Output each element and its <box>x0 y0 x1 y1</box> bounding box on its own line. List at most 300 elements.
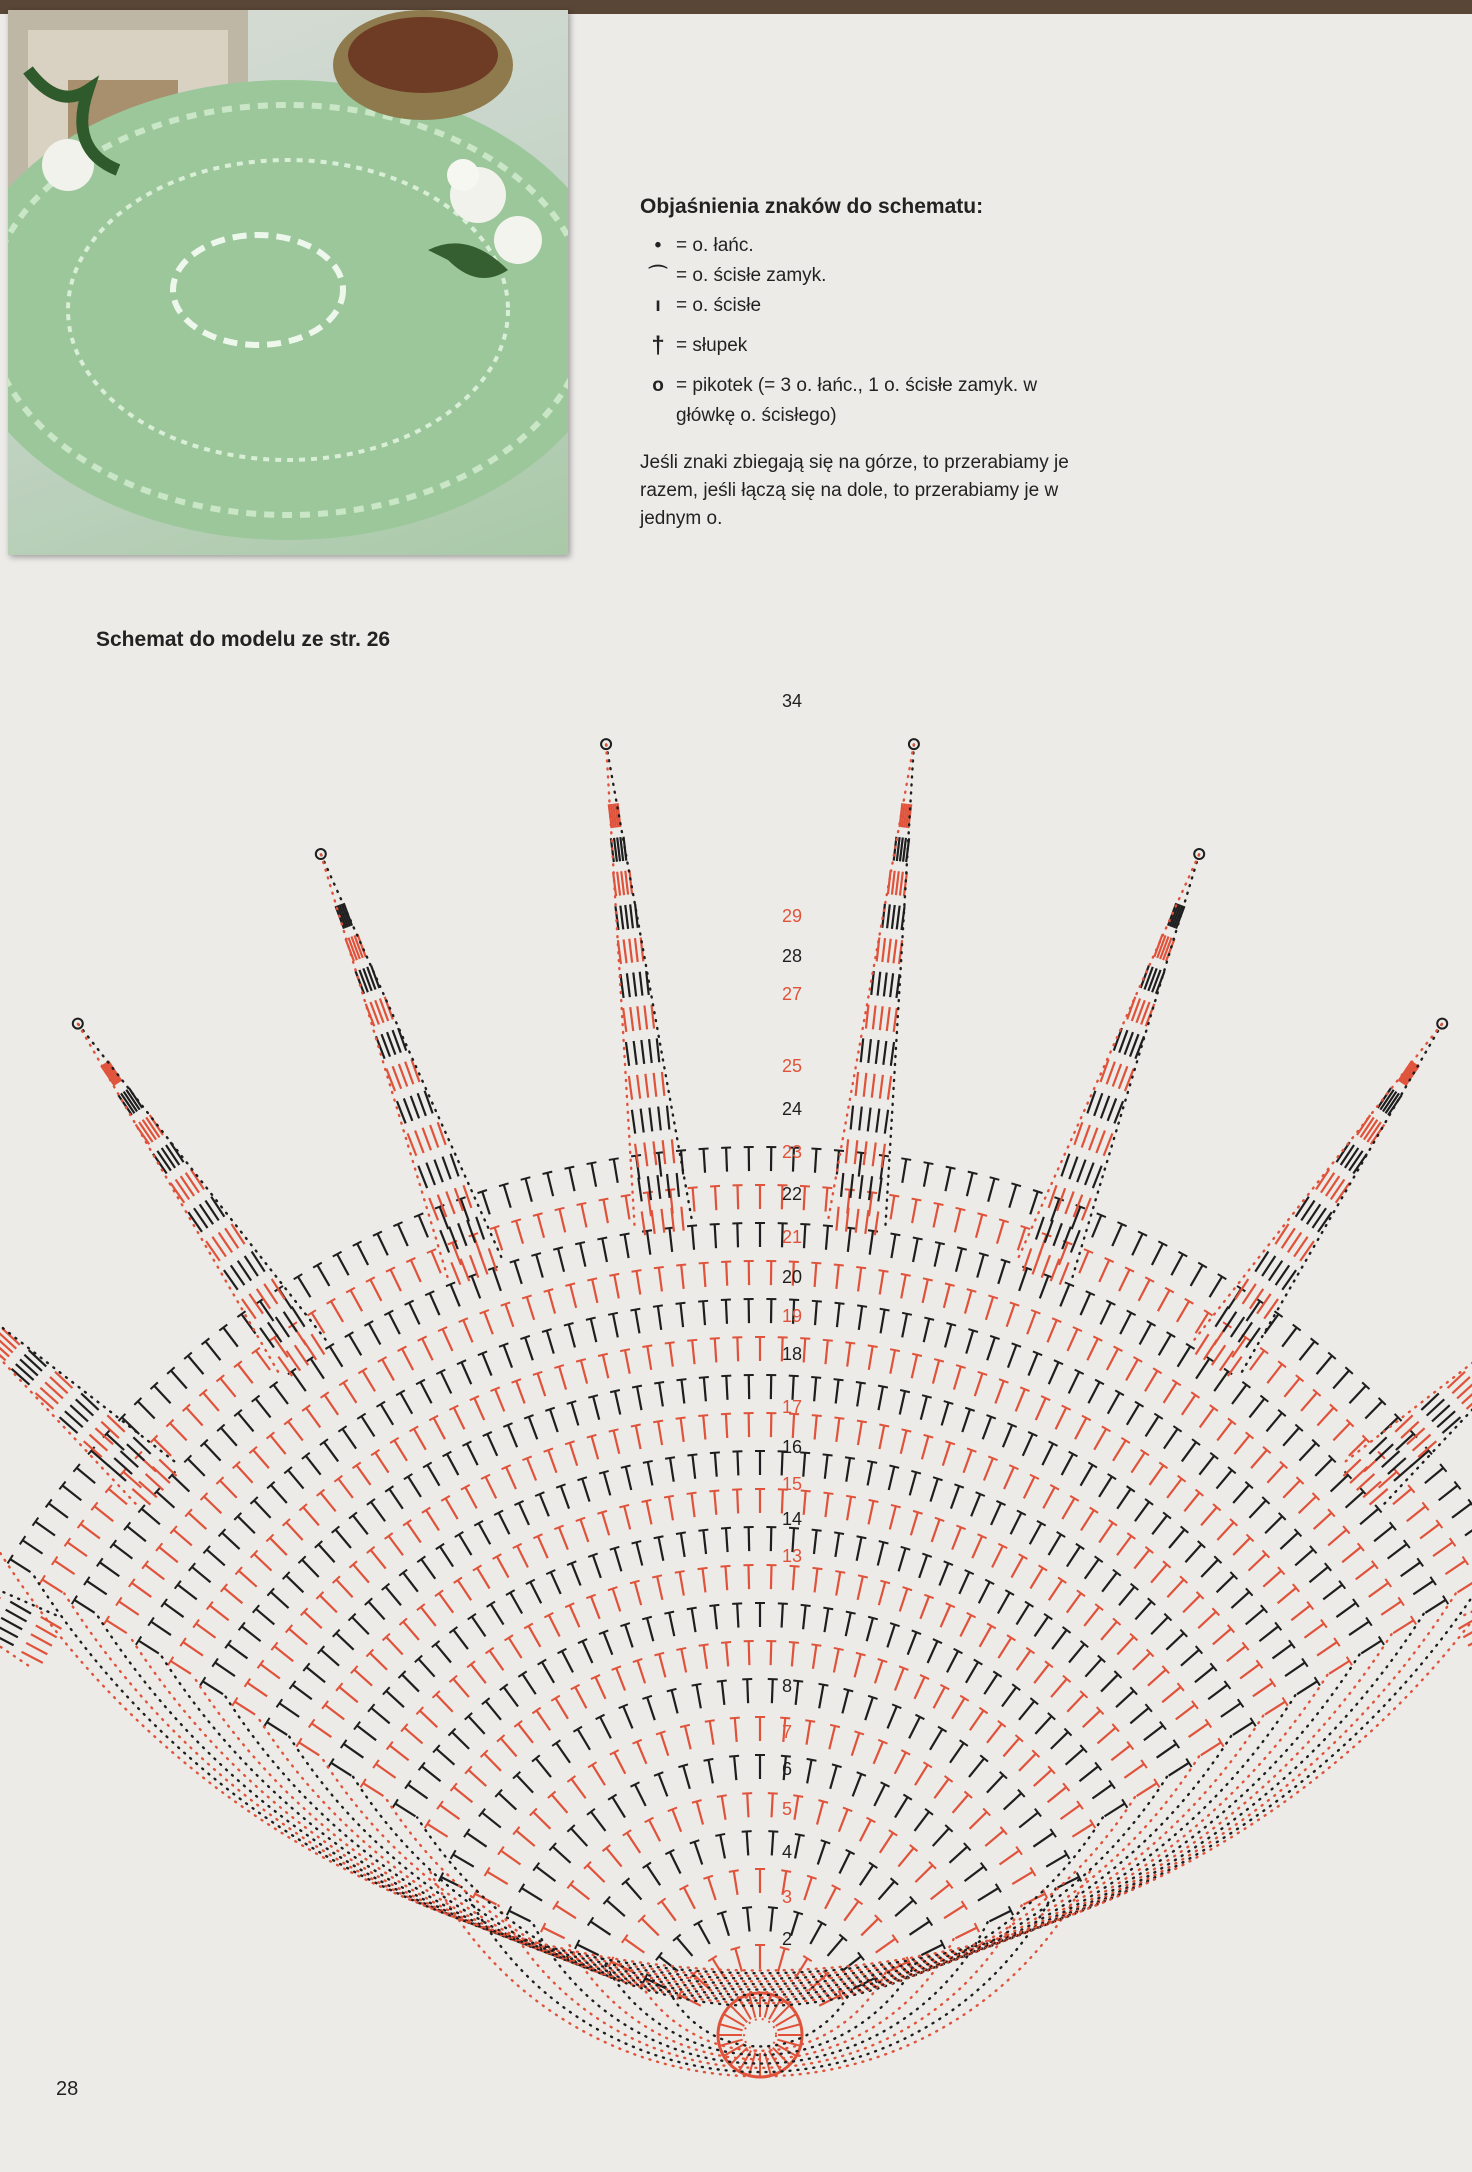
stitch-mark <box>1201 1742 1221 1755</box>
stitch-head <box>793 1911 803 1914</box>
petal-stitch <box>903 838 906 862</box>
stitch-mark <box>642 1919 659 1936</box>
stitch-mark <box>868 1462 873 1486</box>
stitch-mark <box>726 1262 727 1286</box>
stitch-mark <box>794 1796 798 1820</box>
stitch-mark <box>681 1533 685 1557</box>
stitch-head <box>846 1496 856 1498</box>
stitch-mark <box>661 1733 668 1756</box>
stitch-head <box>858 1575 868 1577</box>
stitch-head <box>944 1401 954 1404</box>
stitch-mark <box>183 1642 203 1656</box>
stitch-mark <box>560 1209 566 1232</box>
stitch-head <box>586 1318 596 1320</box>
stitch-mark <box>353 1564 369 1582</box>
stitch-mark <box>735 1718 737 1742</box>
petal-stitch <box>864 1073 867 1097</box>
stitch-mark <box>612 1797 625 1817</box>
stitch-mark <box>895 1752 906 1773</box>
stitch-mark <box>614 1752 625 1773</box>
petal-stitch <box>649 1108 652 1132</box>
stitch-mark <box>514 1261 521 1284</box>
stitch-mark <box>504 1687 518 1706</box>
stitch-mark <box>548 1450 556 1473</box>
stitch-mark <box>484 1312 493 1334</box>
stitch-head <box>567 1401 577 1404</box>
stitch-mark <box>1120 1313 1131 1334</box>
stitch-head <box>721 1642 731 1643</box>
stitch-mark <box>487 1872 508 1884</box>
stitch-head <box>1095 1556 1103 1562</box>
row-number: 19 <box>782 1306 803 1326</box>
stitch-mark <box>865 1697 873 1720</box>
stitch-mark <box>192 1567 211 1582</box>
stitch-head <box>880 1309 890 1311</box>
stitch-mark <box>726 1300 727 1324</box>
stitch-mark <box>188 1459 205 1476</box>
stitch-head <box>630 1309 640 1311</box>
petal-stitch <box>1196 1334 1209 1354</box>
stitch-mark <box>127 1526 146 1541</box>
stitch-mark <box>1182 1395 1195 1415</box>
stitch-mark <box>536 1254 543 1277</box>
petal-stitch <box>411 1059 419 1082</box>
stitch-head <box>1334 1638 1340 1646</box>
stitch-mark <box>587 1865 604 1882</box>
legend-item-text: = pikotek (= 3 o. łańc., 1 o. ścisłe zamyk. w główkę o. ścisłego) <box>676 375 1038 426</box>
stitch-mark <box>636 1542 642 1565</box>
stitch-mark <box>658 1306 661 1330</box>
stitch-head <box>857 1421 867 1423</box>
stitch-mark <box>525 1337 533 1360</box>
stitch-mark <box>637 1387 641 1411</box>
stitch-head <box>212 1658 218 1666</box>
stitch-mark <box>357 1244 368 1265</box>
stitch-head <box>968 1172 978 1174</box>
petal-stitch <box>626 1042 629 1066</box>
petal-stitch <box>860 1175 863 1199</box>
stitch-head <box>742 1907 752 1908</box>
stitch-mark <box>357 1465 371 1485</box>
stitch-mark <box>1185 1544 1201 1562</box>
petal-stitch <box>894 1008 897 1032</box>
stitch-head <box>879 1541 889 1543</box>
stitch-mark <box>1119 1270 1129 1292</box>
petal-stitch <box>629 1076 632 1100</box>
stitch-mark <box>369 1602 385 1620</box>
stitch-mark <box>1036 1398 1046 1420</box>
stitch-mark <box>419 1659 435 1677</box>
stitch-mark <box>303 1507 319 1525</box>
stitch-mark <box>1216 1470 1231 1488</box>
stitch-mark <box>1162 1687 1180 1702</box>
petal-stitch <box>851 1106 853 1130</box>
petal-stitch <box>1228 1357 1242 1377</box>
stitch-mark <box>829 1726 835 1749</box>
stitch-mark <box>881 1310 885 1334</box>
stitch-head <box>857 1305 867 1306</box>
stitch-mark <box>979 1582 990 1603</box>
stitch-mark <box>857 1537 862 1561</box>
stitch-mark <box>683 1766 690 1789</box>
stitch-head <box>834 1265 844 1266</box>
stitch-head <box>729 1870 739 1872</box>
stitch-mark <box>1049 1580 1062 1600</box>
stitch-mark <box>1349 1439 1366 1456</box>
petal-stitch <box>654 1073 657 1097</box>
petal-stitch <box>356 971 365 993</box>
stitch-mark <box>556 1743 570 1763</box>
stitch-mark <box>1046 1855 1067 1867</box>
stitch-mark <box>1150 1465 1164 1485</box>
stitch-mark <box>1134 1550 1149 1569</box>
stitch-head <box>1238 1699 1244 1707</box>
petal-stitch <box>191 1169 204 1189</box>
stitch-mark <box>400 1393 412 1414</box>
stitch-mark <box>607 1900 625 1916</box>
stitch-mark <box>154 1386 170 1404</box>
stitch-mark <box>637 1742 646 1764</box>
stitch-mark <box>793 1566 795 1590</box>
stitch-head <box>699 1263 709 1264</box>
stitch-head <box>1270 1679 1276 1687</box>
stitch-mark <box>922 1436 928 1459</box>
stitch-mark <box>1081 1293 1091 1315</box>
stitch-mark <box>986 1297 993 1320</box>
stitch-mark <box>553 1847 571 1863</box>
stitch-head <box>710 1186 720 1187</box>
stitch-mark <box>1027 1312 1036 1334</box>
petal-stitch <box>635 938 638 962</box>
petal-stitch <box>41 1617 62 1629</box>
stitch-head <box>652 1575 662 1577</box>
stitch-head <box>622 1935 628 1943</box>
stitch-mark <box>430 1293 440 1315</box>
chain-arc <box>64 1593 1455 1975</box>
petal-stitch <box>896 871 899 895</box>
stitch-head <box>676 1648 686 1650</box>
petal-stitch <box>627 973 630 997</box>
stitch-head <box>901 1158 911 1160</box>
stitch-mark <box>807 1760 811 1784</box>
stitch-mark <box>771 1641 772 1665</box>
stitch-mark <box>382 1359 394 1380</box>
petal-stitch <box>181 1176 194 1196</box>
stitch-mark <box>298 1277 310 1297</box>
stitch-mark <box>704 1377 706 1401</box>
petal-stitch <box>166 1145 179 1165</box>
stitch-mark <box>1002 1687 1016 1706</box>
stitch-mark <box>1196 1313 1209 1333</box>
stitch-mark <box>403 1622 419 1640</box>
stitch-head <box>1016 1847 1022 1855</box>
stitch-head <box>710 1452 720 1453</box>
stitch-mark <box>1132 1234 1142 1256</box>
stitch-head <box>1077 1801 1083 1809</box>
stitch-mark <box>1259 1626 1278 1641</box>
stitch-mark <box>377 1234 387 1256</box>
stitch-mark <box>482 1192 490 1215</box>
stitch-mark <box>960 1615 971 1636</box>
stitch-mark <box>1016 1604 1029 1624</box>
stitch-mark <box>737 1223 738 1247</box>
stitch-mark <box>421 1559 435 1579</box>
petal-stitch <box>652 1210 655 1234</box>
stitch-head <box>811 1377 821 1378</box>
stitch-head <box>880 1581 890 1584</box>
stitch-mark <box>734 1756 736 1780</box>
stitch-mark <box>215 1663 235 1677</box>
stitch-mark <box>420 1382 431 1403</box>
stitch-head <box>632 1270 642 1272</box>
petal-stitch <box>1357 1474 1375 1490</box>
stitch-head <box>587 1278 597 1280</box>
stitch-mark <box>375 1453 388 1473</box>
stitch-head <box>934 1203 944 1205</box>
row-number: 15 <box>782 1474 803 1494</box>
stitch-mark <box>669 1228 672 1252</box>
stitch-mark <box>274 1385 288 1404</box>
stitch-mark <box>692 1455 695 1479</box>
stitch-head <box>610 1390 620 1392</box>
stitch-mark <box>1130 1708 1148 1723</box>
petal-stitch <box>638 1178 641 1202</box>
stitch-mark <box>440 1547 453 1567</box>
stitch-mark <box>516 1831 534 1846</box>
stitch-mark <box>635 1784 646 1805</box>
stitch-mark <box>848 1228 851 1252</box>
petal-chain <box>0 1239 174 1461</box>
page-number: 28 <box>56 2078 79 2100</box>
row-number: 27 <box>782 984 803 1004</box>
stitch-mark <box>317 1265 329 1286</box>
stitch-mark <box>578 1729 590 1750</box>
petal-stitch <box>890 973 893 997</box>
petal-stitch <box>1452 1377 1470 1393</box>
stitch-mark <box>1111 1746 1130 1761</box>
stitch-mark <box>969 1758 984 1777</box>
petal-stitch <box>1060 1262 1069 1284</box>
row-number: 13 <box>782 1546 803 1566</box>
stitch-mark <box>1100 1303 1110 1325</box>
stitch-head <box>597 1511 607 1514</box>
petal-stitch <box>644 1005 647 1029</box>
petal-stitch <box>633 973 636 997</box>
stitch-mark <box>966 1331 973 1354</box>
stitch-mark <box>933 1360 939 1383</box>
stitch-mark <box>1199 1456 1214 1475</box>
stitch-mark <box>516 1221 523 1244</box>
stitch-mark <box>235 1702 255 1715</box>
stitch-head <box>385 1486 393 1492</box>
stitch-head <box>653 1421 663 1423</box>
petal-stitch <box>1045 1220 1053 1243</box>
stitch-head <box>1109 1520 1117 1526</box>
stitch-mark <box>411 1260 421 1282</box>
petal-stitch <box>900 872 903 896</box>
stitch-head <box>845 1457 855 1459</box>
stitch-mark <box>1329 1661 1349 1674</box>
stitch-head <box>654 1267 664 1268</box>
stitch-mark <box>1169 1530 1184 1548</box>
stitch-mark <box>659 1383 663 1407</box>
stitch-head <box>575 1242 585 1244</box>
row-number: 29 <box>782 906 803 926</box>
stitch-head <box>309 1719 315 1727</box>
stitch-mark <box>338 1479 352 1498</box>
petal-stitch <box>841 1173 843 1197</box>
stitch-mark <box>559 1367 566 1390</box>
stitch-mark <box>815 1301 817 1325</box>
stitch-mark <box>499 1513 510 1534</box>
stitch-mark <box>989 1911 1011 1922</box>
stitch-mark <box>472 1276 481 1298</box>
petal-stitch <box>1350 1467 1368 1483</box>
petal-stitch <box>887 904 890 928</box>
stitch-head <box>665 1189 675 1190</box>
stitch-mark <box>1445 1561 1465 1574</box>
row-number: 25 <box>782 1056 803 1076</box>
stitch-head <box>553 1247 563 1249</box>
stitch-mark <box>452 1732 469 1749</box>
stitch-mark <box>1183 1595 1200 1612</box>
petal-stitch <box>641 1040 644 1064</box>
stitch-mark <box>720 1835 725 1859</box>
stitch-mark <box>484 1754 501 1771</box>
stitch-mark <box>659 1268 662 1292</box>
petal-stitch <box>29 1350 47 1366</box>
legend-item-text: = o. ścisłe zamyk. <box>676 265 827 286</box>
stitch-head <box>609 1274 619 1276</box>
stitch-mark <box>772 1831 774 1855</box>
stitch-mark <box>672 1809 681 1831</box>
stitch-head <box>710 1338 720 1339</box>
stitch-mark <box>267 1722 287 1735</box>
stitch-mark <box>703 1569 706 1593</box>
petal-stitch <box>1077 1160 1085 1182</box>
stitch-mark <box>1157 1744 1177 1758</box>
stitch-mark <box>436 1749 454 1765</box>
stitch-mark <box>381 1404 393 1425</box>
stitch-head <box>676 1532 686 1534</box>
stitch-mark <box>196 1624 215 1638</box>
stitch-mark <box>236 1465 252 1483</box>
stitch-mark <box>1263 1571 1281 1587</box>
petal-stitch <box>634 1041 637 1065</box>
petal-stitch <box>902 906 905 930</box>
stitch-head <box>901 1547 911 1550</box>
stitch-mark <box>1104 1804 1124 1817</box>
stitch-mark <box>274 1646 293 1661</box>
stitch-mark <box>581 1360 587 1383</box>
petal-stitch <box>1156 971 1165 993</box>
stitch-mark <box>1112 1224 1122 1246</box>
stitch-head <box>834 1532 844 1534</box>
stitch-mark <box>614 1430 620 1453</box>
stitch-mark <box>1182 1442 1196 1461</box>
stitch-mark <box>902 1159 906 1183</box>
stitch-head <box>677 1379 687 1380</box>
stitch-mark <box>1004 1793 1022 1809</box>
stitch-mark <box>970 1711 984 1731</box>
stitch-mark <box>870 1231 873 1255</box>
stitch-mark <box>247 1683 267 1697</box>
stitch-mark <box>804 1877 811 1900</box>
stitch-head <box>879 1270 889 1272</box>
row-number: 16 <box>782 1437 803 1457</box>
stitch-mark <box>971 1494 980 1516</box>
petal-stitch <box>1108 1098 1117 1120</box>
stitch-mark <box>804 1491 806 1515</box>
stitch-mark <box>613 1314 618 1338</box>
stitch-mark <box>1164 1383 1177 1403</box>
legend-item-text: = o. łańc. <box>676 235 754 256</box>
stitch-mark <box>571 1884 590 1899</box>
stitch-mark <box>839 1809 848 1831</box>
stitch-mark <box>1342 1547 1361 1562</box>
stitch-head <box>823 1454 833 1455</box>
stitch-mark <box>1214 1371 1228 1391</box>
stitch-head <box>437 1801 443 1809</box>
petal-stitch <box>623 1008 626 1032</box>
stitch-mark <box>67 1542 87 1556</box>
stitch-mark <box>1249 1554 1266 1571</box>
stitch-mark <box>454 1787 473 1802</box>
stitch-mark <box>615 1391 620 1414</box>
stitch-mark <box>825 1887 836 1908</box>
stitch-mark <box>1388 1544 1407 1559</box>
stitch-mark <box>330 1346 343 1366</box>
stitch-head <box>642 1500 652 1502</box>
stitch-mark <box>1297 1681 1317 1694</box>
chain-arc <box>417 1817 1103 2005</box>
stitch-mark <box>726 1148 727 1172</box>
petal-stitch <box>629 870 632 894</box>
stitch-head <box>338 1426 346 1432</box>
stitch-mark <box>593 1396 599 1419</box>
stitch-head <box>653 1305 663 1306</box>
stitch-mark <box>1151 1617 1168 1634</box>
petal-stitch <box>861 1038 863 1062</box>
stitch-mark <box>1072 1824 1092 1837</box>
stitch-head <box>1302 1658 1308 1666</box>
stitch-mark <box>1124 1764 1144 1778</box>
stitch-head <box>555 1208 565 1210</box>
petal-stitch <box>1152 970 1160 992</box>
stitch-head <box>780 1718 790 1719</box>
petal-stitch <box>644 1142 647 1166</box>
stitch-mark <box>814 1530 817 1554</box>
stitch-mark <box>677 1938 693 1956</box>
stitch-mark <box>186 1408 202 1426</box>
stitch-mark <box>157 1492 175 1508</box>
stitch-mark <box>1126 1359 1138 1380</box>
stitch-mark <box>151 1622 171 1635</box>
stitch-mark <box>595 1677 605 1699</box>
stitch-mark <box>879 1881 895 1899</box>
stitch-mark <box>737 1604 738 1628</box>
stitch-head <box>486 1648 494 1654</box>
stitch-mark <box>924 1163 929 1187</box>
stitch-head <box>643 1192 653 1193</box>
stitch-mark <box>1265 1516 1282 1533</box>
stitch-mark <box>915 1765 928 1785</box>
petal-stitch <box>1051 1259 1060 1281</box>
stitch-mark <box>604 1472 610 1495</box>
stitch-mark <box>681 1649 686 1673</box>
stitch-head <box>1173 1740 1179 1748</box>
stitch-mark <box>672 1690 678 1713</box>
